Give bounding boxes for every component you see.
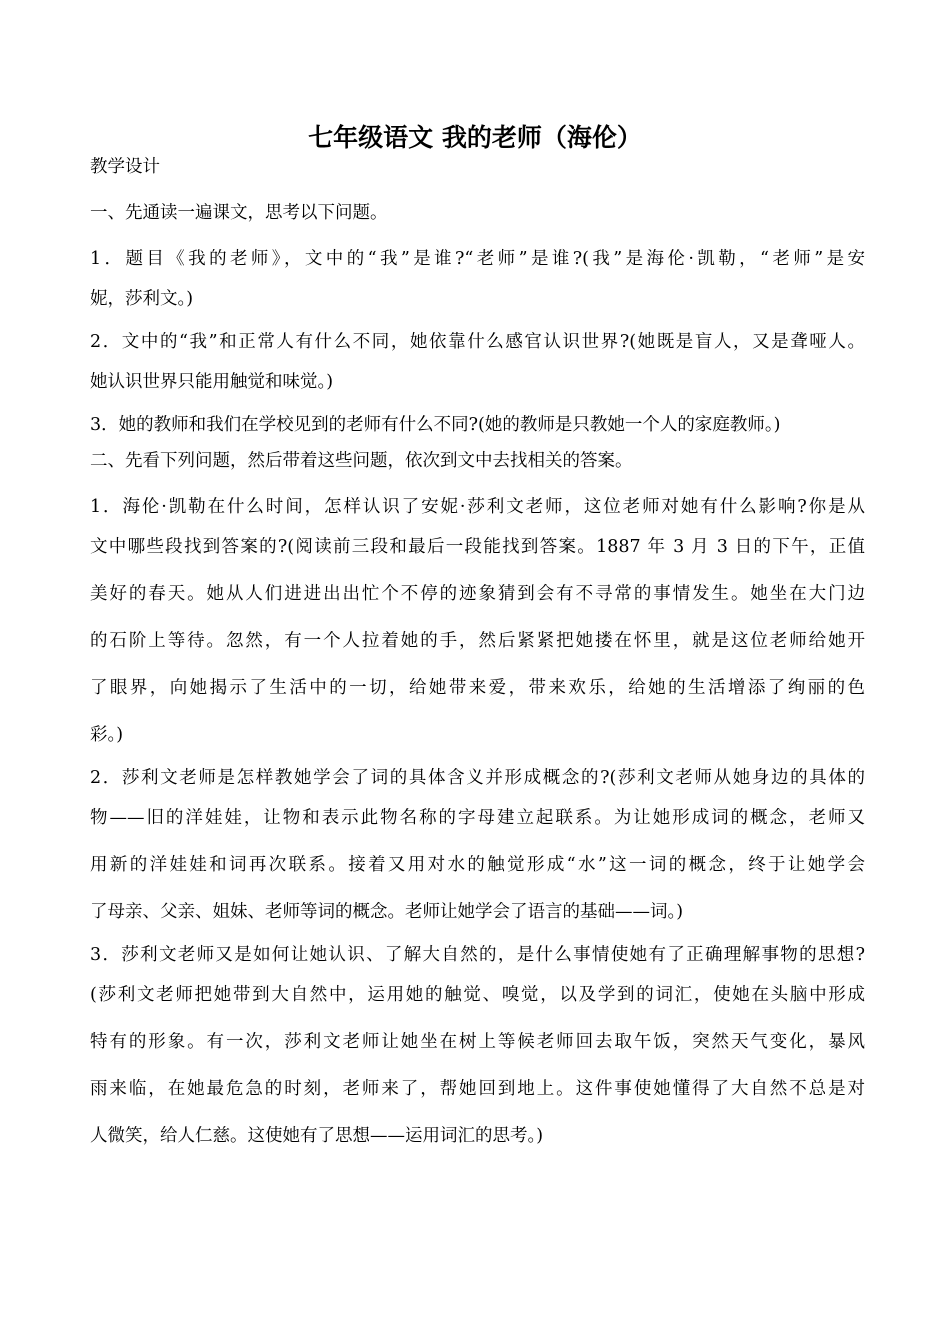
section-1-question-2 <box>90 325 865 406</box>
paragraph-line: 雨来临，在她最危急的时刻，老师来了，帮她回到地上。这件事使她懂得了大自然不总是对 <box>90 1079 865 1099</box>
paragraph-line: 1．题目《我的老师》，文中的“我”是谁?“老师”是谁?(我”是海伦·凯勒，“老师”是安 <box>90 249 865 269</box>
paragraph-line: 了眼界，向她揭示了生活中的一切，给她带来爱，带来欢乐，给她的生活增添了绚丽的色 <box>90 678 865 698</box>
section-2-question-1 <box>90 490 865 759</box>
paragraph-line: 用新的洋娃娃和词再次联系。接着又用对水的触觉形成“水”这一词的概念，终于让她学会 <box>90 855 865 875</box>
section-1-question-1 <box>90 242 865 323</box>
paragraph-line: 2．莎利文老师是怎样教她学会了词的具体含义并形成概念的?(莎利文老师从她身边的具体的 <box>90 768 865 788</box>
paragraph-line: 文中哪些段找到答案的?(阅读前三段和最后一段能找到答案。1887 年 3 月 3 日的下午，正值 <box>90 537 865 557</box>
section-1-heading: 一、先通读一遍课文，思考以下问题。 <box>90 203 388 223</box>
paragraph-line: 3．她的教师和我们在学校见到的老师有什么不同?(她的教师是只教她一个人的家庭教师。) <box>90 415 781 435</box>
paragraph-line: (莎利文老师把她带到大自然中，运用她的触觉、嗅觉，以及学到的词汇，使她在头脑中形成 <box>90 985 865 1005</box>
paragraph-line: 她认识世界只能用触觉和味觉。) <box>90 372 334 392</box>
paragraph-line: 美好的春天。她从人们进进出出忙个不停的迹象猜到会有不寻常的事情发生。她坐在大门边 <box>90 584 865 604</box>
paragraph-line: 妮，莎利文。) <box>90 289 194 309</box>
paragraph-line: 的石阶上等待。忽然，有一个人拉着她的手，然后紧紧把她搂在怀里，就是这位老师给她开 <box>90 631 865 651</box>
paragraph-line: 物——旧的洋娃娃，让物和表示此物名称的字母建立起联系。为让她形成词的概念，老师又 <box>90 808 865 828</box>
section-2-question-2 <box>90 761 865 936</box>
paragraph-line: 2．文中的“我”和正常人有什么不同，她依靠什么感官认识世界?(她既是盲人，又是聋哑人。 <box>90 332 865 352</box>
paragraph-line: 3．莎利文老师又是如何让她认识、了解大自然的，是什么事情使她有了正确理解事物的思想? <box>90 945 865 965</box>
document-body <box>90 150 865 1162</box>
section-2-question-3 <box>90 938 865 1160</box>
paragraph-line: 特有的形象。有一次，莎利文老师让她坐在树上等候老师回去取午饭，突然天气变化，暴风 <box>90 1032 865 1052</box>
paragraph-line: 人微笑，给人仁慈。这使她有了思想——运用词汇的思考。) <box>90 1126 544 1146</box>
subtitle: 教学设计 <box>90 157 160 177</box>
paragraph-line: 1．海伦·凯勒在什么时间，怎样认识了安妮·莎利文老师，这位老师对她有什么影响?你是从 <box>90 497 865 517</box>
document-title: 七年级语文 我的老师（海伦） <box>308 123 642 152</box>
paragraph-line: 了母亲、父亲、姐妹、老师等词的概念。老师让她学会了语言的基础——词。) <box>90 902 684 922</box>
section-2-heading: 二、先看下列问题，然后带着这些问题，依次到文中去找相关的答案。 <box>90 451 633 471</box>
paragraph-line: 彩。) <box>90 725 124 745</box>
section-1-question-3 <box>90 408 865 442</box>
